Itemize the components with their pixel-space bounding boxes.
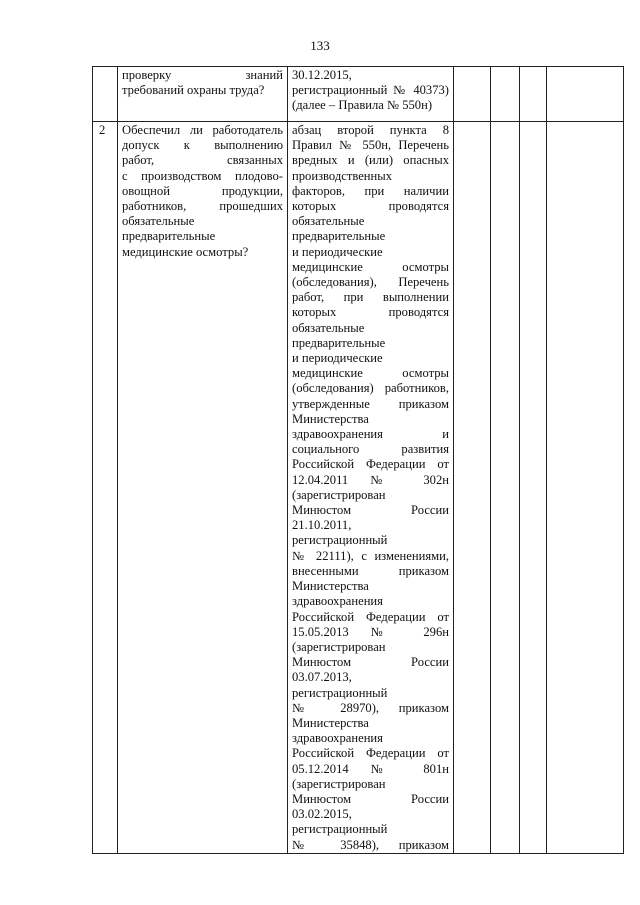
question-cell (118, 122, 288, 854)
text-line: которых проводятся (292, 305, 449, 320)
notes-cell (547, 122, 624, 854)
text-line: внесенными приказом (292, 563, 449, 578)
text-line: 03.02.2015, (292, 807, 352, 822)
text-line: и периодические (292, 351, 383, 366)
text-line: здравоохранения (292, 594, 383, 609)
row-number: 2 (93, 122, 118, 854)
text-line: работ, связанных (122, 153, 283, 168)
text-line: (зарегистрирован (292, 776, 386, 791)
table-row (93, 67, 624, 122)
text-line: Российской Федерации от (292, 609, 449, 624)
text-line: Минюстом России (292, 503, 449, 518)
question-text (122, 68, 283, 98)
text-line: обязательные (292, 320, 365, 335)
text-line: № 22111), с изменениями, (292, 548, 449, 563)
text-line: Российской Федерации от (292, 746, 449, 761)
text-line: медицинские осмотры (292, 259, 449, 274)
requirements-table (92, 66, 624, 854)
text-line: Российской Федерации от (292, 457, 449, 472)
text-line: (обследования), Перечень (292, 275, 449, 290)
text-line: и периодические (292, 244, 383, 259)
text-line: обязательные (292, 214, 365, 229)
text-line: вредных и (или) опасных (292, 153, 449, 168)
text-line: овощной продукции, (122, 183, 283, 198)
notes-cell (547, 67, 624, 122)
text-line: с производством плодово- (122, 168, 283, 183)
text-line: Министерства (292, 411, 369, 426)
text-line: здравоохранения (292, 731, 383, 746)
text-line: (обследования) работников, (292, 381, 449, 396)
reference-cell (288, 122, 454, 854)
text-line: (далее – Правила № 550н) (292, 98, 433, 113)
text-line: предварительные (292, 335, 386, 350)
text-line: работников, прошедших (122, 199, 283, 214)
text-line: медицинские осмотры? (122, 244, 249, 259)
reference-text (292, 123, 449, 853)
text-line: 21.10.2011, (292, 518, 352, 533)
text-line: регистрационный (292, 533, 388, 548)
text-line: Минюстом России (292, 791, 449, 806)
text-line: Обеспечил ли работодатель (122, 123, 283, 137)
text-line: регистрационный № 40373) (292, 83, 449, 98)
row-number (93, 67, 118, 122)
text-line: Министерства (292, 715, 369, 730)
text-line: 30.12.2015, (292, 68, 352, 82)
text-line: предварительные (122, 229, 216, 244)
text-line: обязательные (122, 214, 195, 229)
question-text (122, 123, 283, 260)
reference-text (292, 68, 449, 114)
text-line: здравоохранения и (292, 427, 449, 442)
text-line: работ, при выполнении (292, 290, 449, 305)
text-line: № 35848), приказом (292, 837, 449, 852)
text-line: (зарегистрирован (292, 639, 386, 654)
answer-yes-cell (454, 67, 491, 122)
question-cell (118, 67, 288, 122)
text-line: Минюстом России (292, 655, 449, 670)
text-line: проверку знаний (122, 68, 283, 82)
text-line: Министерства (292, 579, 369, 594)
text-line: производственных (292, 168, 393, 183)
text-line: регистрационный (292, 822, 388, 837)
text-line: требований охраны труда? (122, 83, 265, 98)
text-line: факторов, при наличии (292, 183, 449, 198)
text-line: социального развития (292, 442, 449, 457)
answer-na-cell (520, 67, 547, 122)
answer-no-cell (491, 122, 520, 854)
text-line: которых проводятся (292, 199, 449, 214)
text-line: Правил № 550н, Перечень (292, 138, 449, 153)
text-line: предварительные (292, 229, 386, 244)
text-line: 05.12.2014 № 801н (292, 761, 449, 776)
text-line: абзац второй пункта 8 (292, 123, 449, 137)
text-line: 15.05.2013 № 296н (292, 624, 449, 639)
text-line: 03.07.2013, (292, 670, 352, 685)
text-line: медицинские осмотры (292, 366, 449, 381)
page-number: 133 (310, 38, 330, 53)
text-line: утвержденные приказом (292, 396, 449, 411)
reference-cell (288, 67, 454, 122)
text-line: (зарегистрирован (292, 487, 386, 502)
text-line: № 28970), приказом (292, 700, 449, 715)
text-line: 12.04.2011 № 302н (292, 472, 449, 487)
table-row (93, 122, 624, 854)
answer-na-cell (520, 122, 547, 854)
answer-no-cell (491, 67, 520, 122)
text-line: допуск к выполнению (122, 138, 283, 153)
text-line: регистрационный (292, 685, 388, 700)
answer-yes-cell (454, 122, 491, 854)
